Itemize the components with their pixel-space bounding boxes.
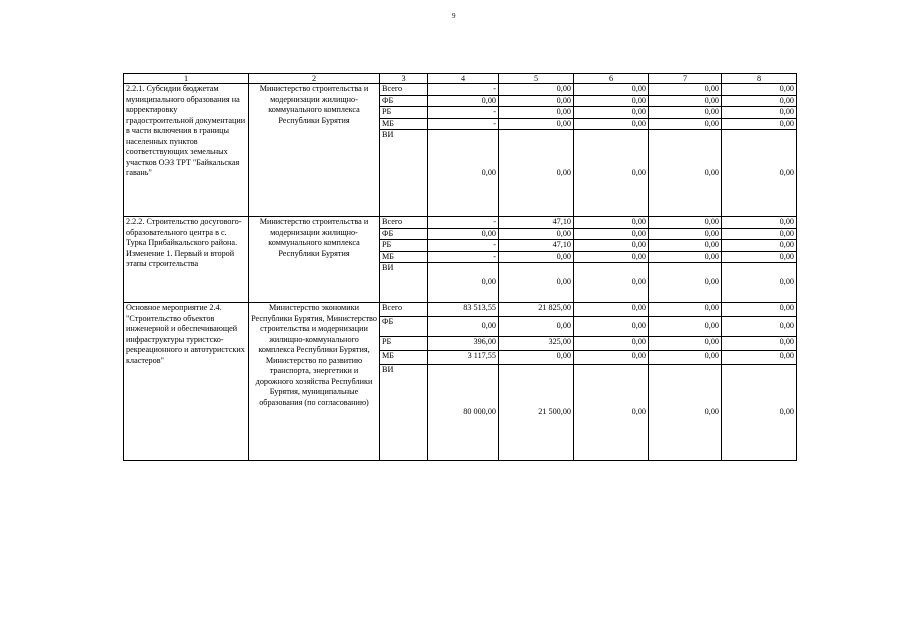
value-cell: 0,00	[722, 351, 797, 365]
value-cell: 0,00	[574, 228, 649, 240]
value-cell: 0,00	[499, 95, 574, 107]
col-header: 1	[124, 74, 249, 84]
table-row	[124, 84, 797, 96]
measure-name: Основное мероприятие 2.4. "Строительство объектов инженерной и обеспечивающей инфраструктуры туристско-рекреационного и автотуристских кластеров"	[124, 303, 249, 461]
funding-source: МБ	[380, 251, 428, 263]
value-cell: 0,00	[722, 251, 797, 263]
column-number-row	[124, 74, 797, 84]
value-cell: 0,00	[722, 240, 797, 252]
value-cell: 3 117,55	[428, 351, 499, 365]
value-cell: 0,00	[574, 240, 649, 252]
page-number: 9	[452, 12, 456, 20]
col-header: 4	[428, 74, 499, 84]
value-cell: 0,00	[649, 317, 722, 337]
value-cell: 0,00	[574, 130, 649, 217]
measure-name: 2.2.2. Строительство досугового-образовательного центра в с. Турка Прибайкальского района. Изменение 1. Первый и второй этапы строительства	[124, 217, 249, 303]
budget-table	[123, 73, 797, 461]
value-cell: 0,00	[574, 107, 649, 119]
value-cell: 0,00	[574, 251, 649, 263]
value-cell: 0,00	[574, 263, 649, 303]
value-cell: -	[428, 118, 499, 130]
value-cell: 0,00	[428, 95, 499, 107]
col-header: 5	[499, 74, 574, 84]
funding-source: ВИ	[380, 365, 428, 461]
funding-source: РБ	[380, 107, 428, 119]
funding-source: ФБ	[380, 317, 428, 337]
value-cell: -	[428, 107, 499, 119]
table-row	[124, 303, 797, 317]
value-cell: 0,00	[574, 351, 649, 365]
value-cell: 0,00	[499, 84, 574, 96]
value-cell: 0,00	[574, 95, 649, 107]
value-cell: 21 500,00	[499, 365, 574, 461]
value-cell: 0,00	[574, 317, 649, 337]
value-cell: 0,00	[722, 84, 797, 96]
funding-source: МБ	[380, 118, 428, 130]
executor-name: Министерство строительства и модернизации жилищно-коммунального комплекса Республики Бурятия	[249, 217, 380, 303]
value-cell: 0,00	[428, 130, 499, 217]
value-cell: 0,00	[722, 130, 797, 217]
value-cell: 0,00	[649, 365, 722, 461]
value-cell: 0,00	[649, 303, 722, 317]
value-cell: 325,00	[499, 337, 574, 351]
value-cell: 0,00	[574, 84, 649, 96]
value-cell: 0,00	[649, 228, 722, 240]
col-header: 6	[574, 74, 649, 84]
value-cell: 0,00	[722, 107, 797, 119]
value-cell: 396,00	[428, 337, 499, 351]
value-cell: 0,00	[722, 95, 797, 107]
value-cell: 0,00	[722, 228, 797, 240]
value-cell: 0,00	[574, 118, 649, 130]
value-cell: 0,00	[722, 337, 797, 351]
value-cell: 0,00	[649, 217, 722, 229]
value-cell: 0,00	[722, 118, 797, 130]
table-row	[124, 217, 797, 229]
value-cell: 0,00	[722, 217, 797, 229]
value-cell: 0,00	[499, 263, 574, 303]
funding-source: Всего	[380, 84, 428, 96]
col-header: 8	[722, 74, 797, 84]
value-cell: 0,00	[499, 317, 574, 337]
value-cell: 0,00	[499, 130, 574, 217]
executor-name: Министерство экономики Республики Бурятия, Министерство строительства и модернизации жилищно-коммунального комплекса Республики Бурятия, Министерство по развитию транспорта, энергетики и дорожного хозяйства Республики Бурятия, муниципальные образования (по согласованию)	[249, 303, 380, 461]
value-cell: 0,00	[722, 365, 797, 461]
funding-source: ФБ	[380, 95, 428, 107]
value-cell: 0,00	[428, 228, 499, 240]
funding-source: ВИ	[380, 130, 428, 217]
value-cell: 0,00	[649, 263, 722, 303]
value-cell: 0,00	[574, 217, 649, 229]
col-header: 7	[649, 74, 722, 84]
value-cell: 0,00	[574, 303, 649, 317]
value-cell: 0,00	[499, 118, 574, 130]
funding-source: МБ	[380, 351, 428, 365]
value-cell: 0,00	[499, 107, 574, 119]
value-cell: 0,00	[649, 118, 722, 130]
value-cell: 0,00	[574, 337, 649, 351]
value-cell: 83 513,55	[428, 303, 499, 317]
col-header: 3	[380, 74, 428, 84]
value-cell: 0,00	[499, 228, 574, 240]
value-cell: 47,10	[499, 217, 574, 229]
value-cell: 0,00	[722, 317, 797, 337]
value-cell: -	[428, 84, 499, 96]
funding-source: Всего	[380, 217, 428, 229]
executor-name: Министерство строительства и модернизации жилищно-коммунального комплекса Республики Бурятия	[249, 84, 380, 217]
value-cell: 0,00	[649, 130, 722, 217]
funding-source: РБ	[380, 337, 428, 351]
value-cell: 0,00	[428, 317, 499, 337]
value-cell: 0,00	[649, 84, 722, 96]
funding-source: Всего	[380, 303, 428, 317]
funding-source: РБ	[380, 240, 428, 252]
col-header: 2	[249, 74, 380, 84]
value-cell: -	[428, 251, 499, 263]
value-cell: 0,00	[499, 351, 574, 365]
value-cell: 0,00	[499, 251, 574, 263]
value-cell: 47,10	[499, 240, 574, 252]
value-cell: 0,00	[649, 351, 722, 365]
value-cell: -	[428, 240, 499, 252]
funding-source: ФБ	[380, 228, 428, 240]
value-cell: 0,00	[649, 240, 722, 252]
value-cell: 0,00	[649, 337, 722, 351]
value-cell: 0,00	[649, 95, 722, 107]
value-cell: -	[428, 217, 499, 229]
value-cell: 0,00	[428, 263, 499, 303]
value-cell: 80 000,00	[428, 365, 499, 461]
value-cell: 21 825,00	[499, 303, 574, 317]
value-cell: 0,00	[649, 107, 722, 119]
funding-source: ВИ	[380, 263, 428, 303]
value-cell: 0,00	[722, 303, 797, 317]
value-cell: 0,00	[574, 365, 649, 461]
value-cell: 0,00	[649, 251, 722, 263]
value-cell: 0,00	[722, 263, 797, 303]
measure-name: 2.2.1. Субсидии бюджетам муниципального образования на корректировку градостроительной документации в части включения в границы населенных пунктов соответствующих земельных участков ОЭЗ ТРТ "Байкальская гавань"	[124, 84, 249, 217]
